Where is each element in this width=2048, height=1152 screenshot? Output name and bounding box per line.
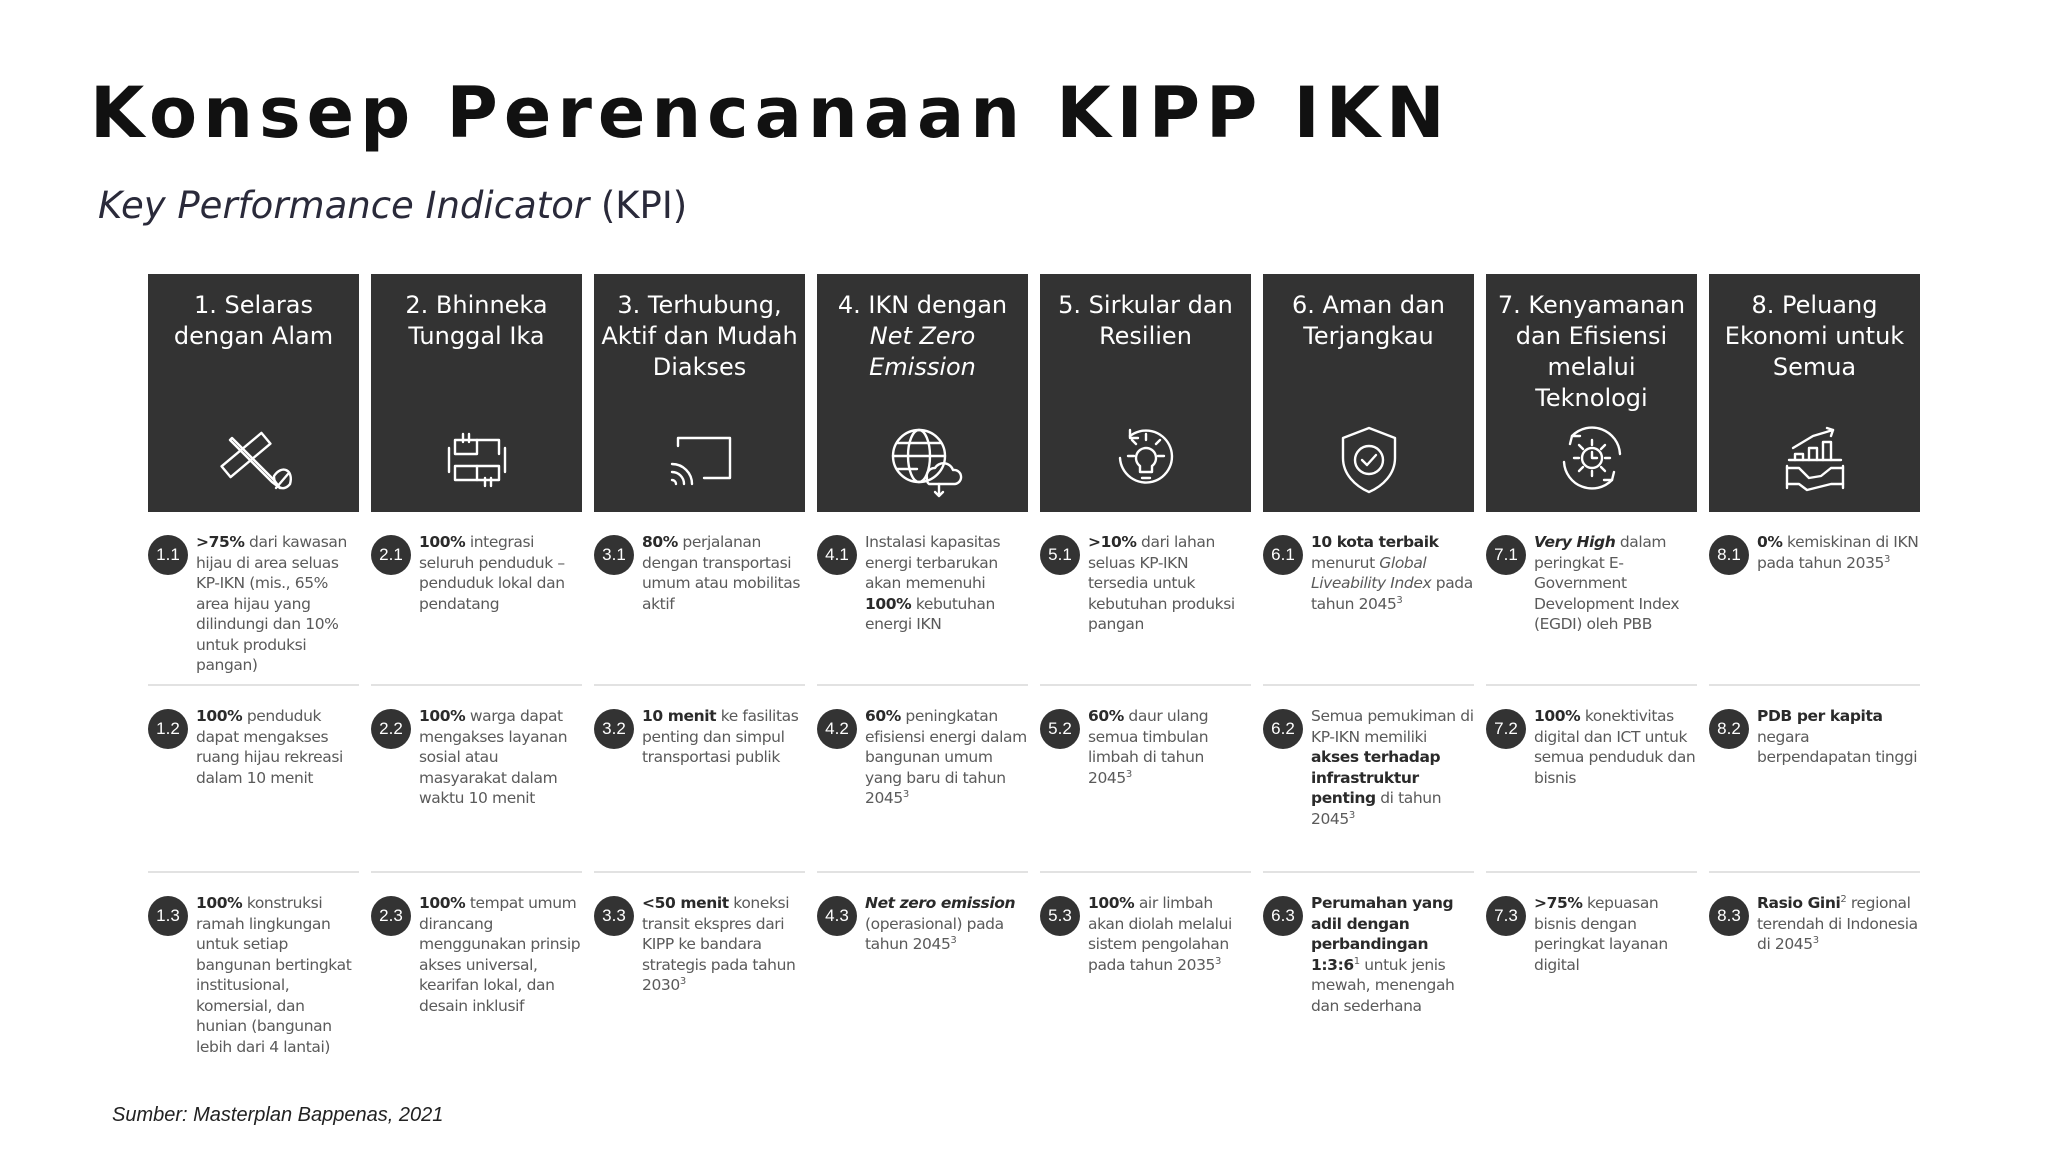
kpi-text: [196, 532, 359, 676]
kpi-text: [419, 532, 582, 614]
globe-co2-cloud-icon: [881, 418, 965, 502]
column-title-part: 4. IKN dengan: [837, 291, 1008, 319]
columns-0-kpis-1-parts-part: penduduk dapat mengakses ruang hijau rekreasi dalam 10 menit: [196, 707, 343, 787]
column-title: [148, 290, 359, 418]
kpi-item: [817, 512, 1028, 686]
column-title-part: 5. Sirkular dan Resilien: [1058, 291, 1233, 350]
column-header: [1486, 274, 1697, 512]
columns-3-kpis-2-parts-part: 3: [950, 934, 957, 946]
shield-check-icon: [1327, 418, 1411, 502]
columns-5-kpis-0-parts-part: Global Liveability Index: [1311, 553, 1432, 592]
kpi-column-2: [371, 274, 582, 1081]
kpi-item: [1263, 873, 1474, 1081]
kpi-text: [1757, 706, 1920, 768]
columns-4-kpis-0-parts-part: >10%: [1088, 533, 1137, 551]
kpi-number-badge: 1.3: [148, 896, 188, 936]
kpi-text: [196, 706, 359, 788]
columns-4-kpis-2-parts-part: 100%: [1088, 894, 1135, 912]
kpi-item: [594, 686, 805, 873]
kpi-number-badge: 3.1: [594, 535, 634, 575]
columns-0-kpis-2-parts-part: 100%: [196, 894, 243, 912]
columns-7-kpis-1-parts-part: negara berpendapatan tinggi: [1757, 727, 1918, 766]
kpi-text: [642, 893, 805, 996]
columns-6-kpis-1-parts-part: konektivitas digital dan ICT untuk semua penduduk dan bisnis: [1534, 707, 1696, 787]
column-header: [1709, 274, 1920, 512]
kpi-item: [148, 686, 359, 873]
columns-2-kpis-2-parts-part: <50 menit: [642, 894, 729, 912]
page-subtitle: [98, 184, 687, 227]
columns-3-kpis-0-parts-part: Instalasi kapasitas energi terbarukan akan memenuhi: [865, 533, 1001, 592]
columns-0-kpis-0-parts-part: dari kawasan hijau di area seluas KP-IKN (mis., 65% area hijau yang dilindungi dan 10% untuk produksi pangan): [196, 533, 347, 674]
column-header: [148, 274, 359, 512]
columns-4-kpis-1-parts-part: 3: [1125, 768, 1132, 780]
columns-5-kpis-1-parts-part: Semua pemukiman di KP-IKN memiliki: [1311, 707, 1474, 746]
columns-3-kpis-1-parts-part: peningkatan efisiensi energi dalam bangunan umum yang baru di tahun 2045: [865, 707, 1027, 807]
kpi-item: [1486, 686, 1697, 873]
kpi-text: [196, 893, 359, 1057]
columns-0-kpis-1-parts-part: 100%: [196, 707, 243, 725]
kpi-text: [642, 706, 805, 768]
kpi-text: [419, 893, 582, 1016]
column-header: [1040, 274, 1251, 512]
columns-4-kpis-1-parts-part: 60%: [1088, 707, 1124, 725]
kpi-item: [817, 873, 1028, 1081]
columns-6-kpis-2-parts-part: kepuasan bisnis dengan peringkat layanan digital: [1534, 894, 1668, 974]
kpi-number-badge: 3.2: [594, 709, 634, 749]
kpi-item: [1486, 512, 1697, 686]
columns-7-kpis-0-parts-part: 3: [1884, 553, 1890, 565]
kpi-item: [1709, 686, 1920, 873]
kpi-item: [371, 512, 582, 686]
columns-5-kpis-2-parts-part: 1: [1353, 955, 1360, 967]
columns-5-kpis-2-parts-part: Perumahan yang adil dengan perbandingan 1:3:6: [1311, 894, 1454, 974]
columns-3-kpis-2-parts-part: Net zero emission: [865, 894, 1016, 912]
source-note: Sumber: Masterplan Bappenas, 2021: [112, 1104, 444, 1126]
ruler-pencil-leaf-icon: [212, 418, 296, 502]
column-header: [371, 274, 582, 512]
kpi-item: [594, 873, 805, 1081]
kpi-text: [1311, 532, 1474, 614]
kpi-grid: [148, 274, 1920, 1081]
subtitle-italic: Key Performance Indicator: [98, 184, 590, 227]
column-header: [594, 274, 805, 512]
kpi-item: [148, 512, 359, 686]
kpi-item: [1263, 512, 1474, 686]
kpi-number-badge: 6.1: [1263, 535, 1303, 575]
kpi-number-badge: 6.2: [1263, 709, 1303, 749]
kpi-item: [1040, 686, 1251, 873]
columns-2-kpis-1-parts-part: ke fasilitas penting dan simpul transportasi publik: [642, 707, 799, 766]
columns-2-kpis-2-parts-part: 3: [679, 975, 686, 987]
kpi-item: [1040, 873, 1251, 1081]
column-title-part: Net Zero Emission: [869, 322, 976, 381]
kpi-text: [642, 532, 805, 614]
kpi-text: [1088, 532, 1251, 635]
page-title: Konsep Perencanaan KIPP IKN: [90, 72, 1451, 154]
kpi-item: [1040, 512, 1251, 686]
columns-2-kpis-2-parts-part: koneksi transit ekspres dari KIPP ke bandara strategis pada tahun 2030: [642, 894, 796, 994]
columns-7-kpis-2-parts-part: regional terendah di Indonesia di 2045: [1757, 894, 1918, 953]
column-title-part: 8. Peluang Ekonomi untuk Semua: [1724, 291, 1905, 381]
columns-3-kpis-1-parts-part: 60%: [865, 707, 901, 725]
columns-1-kpis-2-parts-part: tempat umum dirancang menggunakan prinsip akses universal, kearifan lokal, dan desain inklusif: [419, 894, 581, 1015]
columns-3-kpis-2-parts-part: (operasional) pada tahun 2045: [865, 914, 1004, 953]
lightbulb-cycle-icon: [1104, 418, 1188, 502]
kpi-number-badge: 8.1: [1709, 535, 1749, 575]
columns-5-kpis-0-parts-part: menurut: [1311, 553, 1380, 572]
column-title: [817, 290, 1028, 418]
gear-cycle-icon: [1550, 418, 1634, 502]
kpi-number-badge: 7.3: [1486, 896, 1526, 936]
columns-1-kpis-2-parts-part: 100%: [419, 894, 466, 912]
columns-7-kpis-2-parts-part: 2: [1840, 893, 1847, 905]
kpi-item: [148, 873, 359, 1081]
kpi-text: [1757, 893, 1920, 955]
columns-1-kpis-0-parts-part: 100%: [419, 533, 466, 551]
kpi-number-badge: 1.2: [148, 709, 188, 749]
column-title-part: 6. Aman dan Terjangkau: [1291, 291, 1446, 350]
kpi-number-badge: 7.2: [1486, 709, 1526, 749]
columns-6-kpis-0-parts-part: Very High: [1534, 533, 1616, 551]
columns-5-kpis-1-parts-part: di tahun 2045: [1311, 789, 1442, 828]
kpi-number-badge: 4.2: [817, 709, 857, 749]
columns-4-kpis-2-parts-part: air limbah akan diolah melalui sistem pengolahan pada tahun 2035: [1088, 894, 1232, 974]
column-title-part: 3. Terhubung, Aktif dan Mudah Diakses: [601, 291, 798, 381]
columns-4-kpis-2-parts-part: 3: [1215, 955, 1221, 967]
kpi-column-1: [148, 274, 359, 1081]
columns-2-kpis-0-parts-part: 80%: [642, 533, 678, 551]
kpi-number-badge: 2.2: [371, 709, 411, 749]
column-title-part: 1. Selaras dengan Alam: [173, 291, 334, 350]
kpi-column-3: [594, 274, 805, 1081]
columns-6-kpis-1-parts-part: 100%: [1534, 707, 1581, 725]
kpi-text: [1088, 893, 1251, 975]
columns-7-kpis-1-parts-part: PDB per kapita: [1757, 707, 1883, 725]
column-title: [1263, 290, 1474, 418]
columns-1-kpis-1-parts-part: 100%: [419, 707, 466, 725]
columns-5-kpis-1-parts-part: akses terhadap infrastruktur penting: [1311, 748, 1441, 807]
columns-4-kpis-0-parts-part: dari lahan seluas KP-IKN tersedia untuk kebutuhan produksi pangan: [1088, 533, 1235, 633]
kpi-column-4: [817, 274, 1028, 1081]
columns-3-kpis-0-parts-part: 100%: [865, 594, 912, 613]
kpi-item: [1709, 512, 1920, 686]
columns-3-kpis-1-parts-part: 3: [902, 788, 909, 800]
column-title: [594, 290, 805, 418]
kpi-item: [1709, 873, 1920, 1081]
kpi-item: [1486, 873, 1697, 1081]
kpi-text: [1534, 706, 1697, 788]
columns-7-kpis-2-parts-part: Rasio Gini: [1757, 894, 1841, 912]
column-title-part: 7. Kenyamanan dan Efisiensi melalui Teknologi: [1497, 291, 1686, 412]
columns-6-kpis-2-parts-part: >75%: [1534, 894, 1583, 912]
kpi-item: [817, 686, 1028, 873]
columns-5-kpis-0-parts-part: pada tahun 2045: [1311, 574, 1473, 613]
kpi-text: [1534, 532, 1697, 635]
kpi-number-badge: 5.3: [1040, 896, 1080, 936]
kpi-item: [594, 512, 805, 686]
columns-0-kpis-2-parts-part: konstruksi ramah lingkungan untuk setiap bangunan bertingkat institusional, komersial, dan hunian (bangunan lebih dari 4 lantai): [196, 894, 352, 1056]
kpi-text: [1088, 706, 1251, 788]
columns-5-kpis-0-parts-part: 3: [1396, 594, 1403, 606]
kpi-column-5: [1040, 274, 1251, 1081]
columns-5-kpis-0-parts-part: 10 kota terbaik: [1311, 533, 1439, 551]
columns-2-kpis-0-parts-part: perjalanan dengan transportasi umum atau mobilitas aktif: [642, 533, 800, 613]
kpi-number-badge: 2.1: [371, 535, 411, 575]
kpi-column-7: [1486, 274, 1697, 1081]
kpi-item: [1263, 686, 1474, 873]
columns-6-kpis-0-parts-part: dalam peringkat E-Government Development Index (EGDI) oleh PBB: [1534, 533, 1680, 633]
kpi-text: [1311, 893, 1474, 1016]
columns-5-kpis-1-parts-part: 3: [1348, 809, 1355, 821]
column-title: [1709, 290, 1920, 418]
kpi-item: [371, 686, 582, 873]
column-title: [371, 290, 582, 418]
kpi-number-badge: 8.3: [1709, 896, 1749, 936]
columns-7-kpis-0-parts-part: kemiskinan di IKN pada tahun 2035: [1757, 533, 1919, 572]
kpi-number-badge: 2.3: [371, 896, 411, 936]
kpi-number-badge: 1.1: [148, 535, 188, 575]
columns-5-kpis-2-parts-part: untuk jenis mewah, menengah dan sederhana: [1311, 955, 1455, 1015]
kpi-text: [1534, 893, 1697, 975]
growth-handshake-icon: [1773, 418, 1857, 502]
kpi-number-badge: 5.1: [1040, 535, 1080, 575]
columns-7-kpis-2-parts-part: 3: [1812, 934, 1819, 946]
columns-4-kpis-1-parts-part: daur ulang semua timbulan limbah di tahun 2045: [1088, 707, 1209, 787]
columns-7-kpis-0-parts-part: 0%: [1757, 533, 1783, 551]
column-title-part: 2. Bhinneka Tunggal Ika: [405, 291, 548, 350]
column-title: [1486, 290, 1697, 418]
kpi-number-badge: 5.2: [1040, 709, 1080, 749]
column-header: [817, 274, 1028, 512]
kpi-number-badge: 3.3: [594, 896, 634, 936]
kpi-text: [1757, 532, 1920, 573]
kpi-number-badge: 7.1: [1486, 535, 1526, 575]
kpi-text: [865, 893, 1028, 955]
kpi-text: [1311, 706, 1474, 829]
kpi-number-badge: 6.3: [1263, 896, 1303, 936]
columns-1-kpis-1-parts-part: warga dapat mengakses layanan sosial atau masyarakat dalam waktu 10 menit: [419, 707, 568, 807]
kpi-item: [371, 873, 582, 1081]
joined-hands-icon: [435, 418, 519, 502]
columns-0-kpis-0-parts-part: >75%: [196, 533, 245, 551]
columns-1-kpis-0-parts-part: integrasi seluruh penduduk – penduduk lokal dan pendatang: [419, 533, 565, 613]
kpi-column-6: [1263, 274, 1474, 1081]
column-title: [1040, 290, 1251, 418]
kpi-text: [865, 706, 1028, 809]
cast-screen-icon: [658, 418, 742, 502]
kpi-number-badge: 4.1: [817, 535, 857, 575]
columns-2-kpis-1-parts-part: 10 menit: [642, 707, 717, 725]
column-header: [1263, 274, 1474, 512]
kpi-column-8: [1709, 274, 1920, 1081]
kpi-text: [419, 706, 582, 809]
columns-3-kpis-0-parts-part: kebutuhan energi IKN: [865, 594, 995, 633]
subtitle-rest: (KPI): [589, 184, 688, 227]
kpi-number-badge: 4.3: [817, 896, 857, 936]
kpi-text: [865, 532, 1028, 635]
kpi-number-badge: 8.2: [1709, 709, 1749, 749]
